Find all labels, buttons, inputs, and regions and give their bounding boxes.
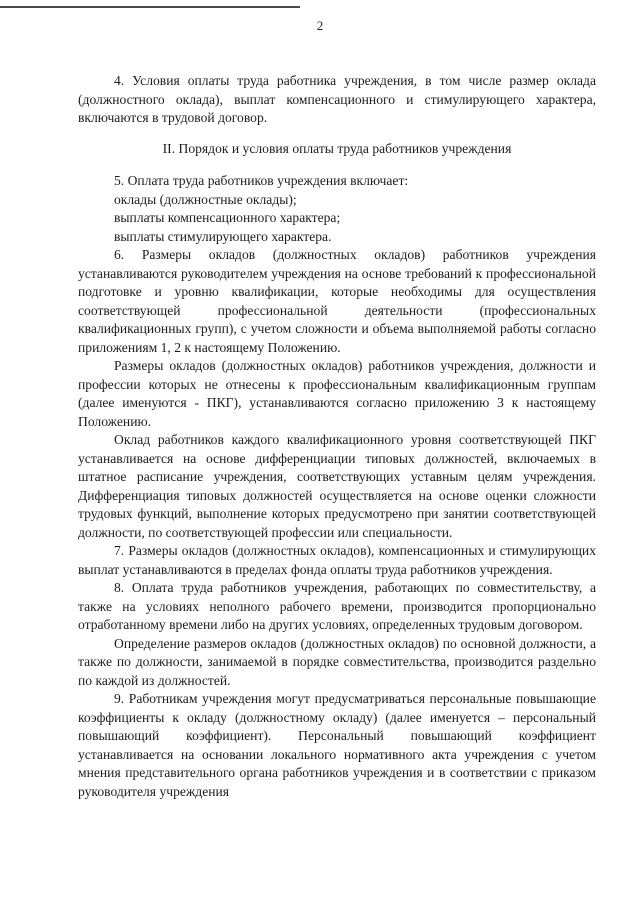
paragraph-6-part-2: Размеры окладов (должностных окладов) работников учреждения, должности и профессии которых не отнесены к профессиональным квалификационным группам (далее именуются - ПКГ), устанавливаются согласно приложению 3 к настоящему Положению. <box>78 358 596 429</box>
list-item: выплаты компенсационного характера; <box>114 210 341 225</box>
paragraph-6-part-3: Оклад работников каждого квалификационного уровня соответствующей ПКГ устанавливается на основе дифференциации типовых должностей, включаемых в штатное расписание учреждения, соответствующих уставным целям учреждения. Дифференциация типовых должностей осуществляется на основе оценки сложности трудовых функций, выполнение которых предусмотрено при занятии соответствующей должности, по соответствующей профессии или специальности. <box>78 432 596 540</box>
paragraph-8-part-2: Определение размеров окладов (должностных окладов) по основной должности, а также по должности, занимаемой в порядке совместительства, производится раздельно по каждой из должностей. <box>78 635 596 688</box>
paragraph-6: 6. Размеры окладов (должностных окладов) работников учреждения устанавливаются руководителем учреждения на основе требований к профессиональной подготовке и уровню квалификации, которые необходимы для осуществления соответствующей профессиональной деятельности (профессиональных квалификационных групп), с учетом сложности и объема выполняемой работы согласно приложениям 1, 2 к настоящему Положению. <box>78 247 596 355</box>
paragraph-4: 4. Условия оплаты труда работника учреждения, в том числе размер оклада (должностного оклада), выплат компенсационного и стимулирующего характера, включаются в трудовой договор. <box>78 73 596 125</box>
document-body <box>78 72 596 801</box>
paragraph-8: 8. Оплата труда работников учреждения, работающих по совместительству, а также на условиях неполного рабочего времени, производится пропорционально отработанному времени либо на других условиях, определенных трудовым договором. <box>78 580 596 632</box>
paragraph-5: 5. Оплата труда работников учреждения включает: <box>114 173 409 188</box>
page-number: 2 <box>316 18 324 33</box>
paragraph-9: 9. Работникам учреждения могут предусматриваться персональные повышающие коэффициенты к окладу (должностному окладу) (далее именуется – персональный повышающий коэффициент). Персональный повышающий коэффициент устанавливается на основании локального нормативного акта учреждения с учетом мнения представительного органа работников учреждения и в соответствии с приказом руководителя учреждения <box>78 691 596 799</box>
list-item: оклады (должностные оклады); <box>114 191 297 207</box>
paragraph-7: 7. Размеры окладов (должностных окладов), компенсационных и стимулирующих выплат устанавливаются в пределах фонда оплаты труда работников учреждения. <box>78 543 596 577</box>
section-heading: II. Порядок и условия оплаты труда работников учреждения <box>162 140 512 156</box>
list-item: выплаты стимулирующего характера. <box>114 228 332 244</box>
scan-edge-line <box>0 6 300 8</box>
